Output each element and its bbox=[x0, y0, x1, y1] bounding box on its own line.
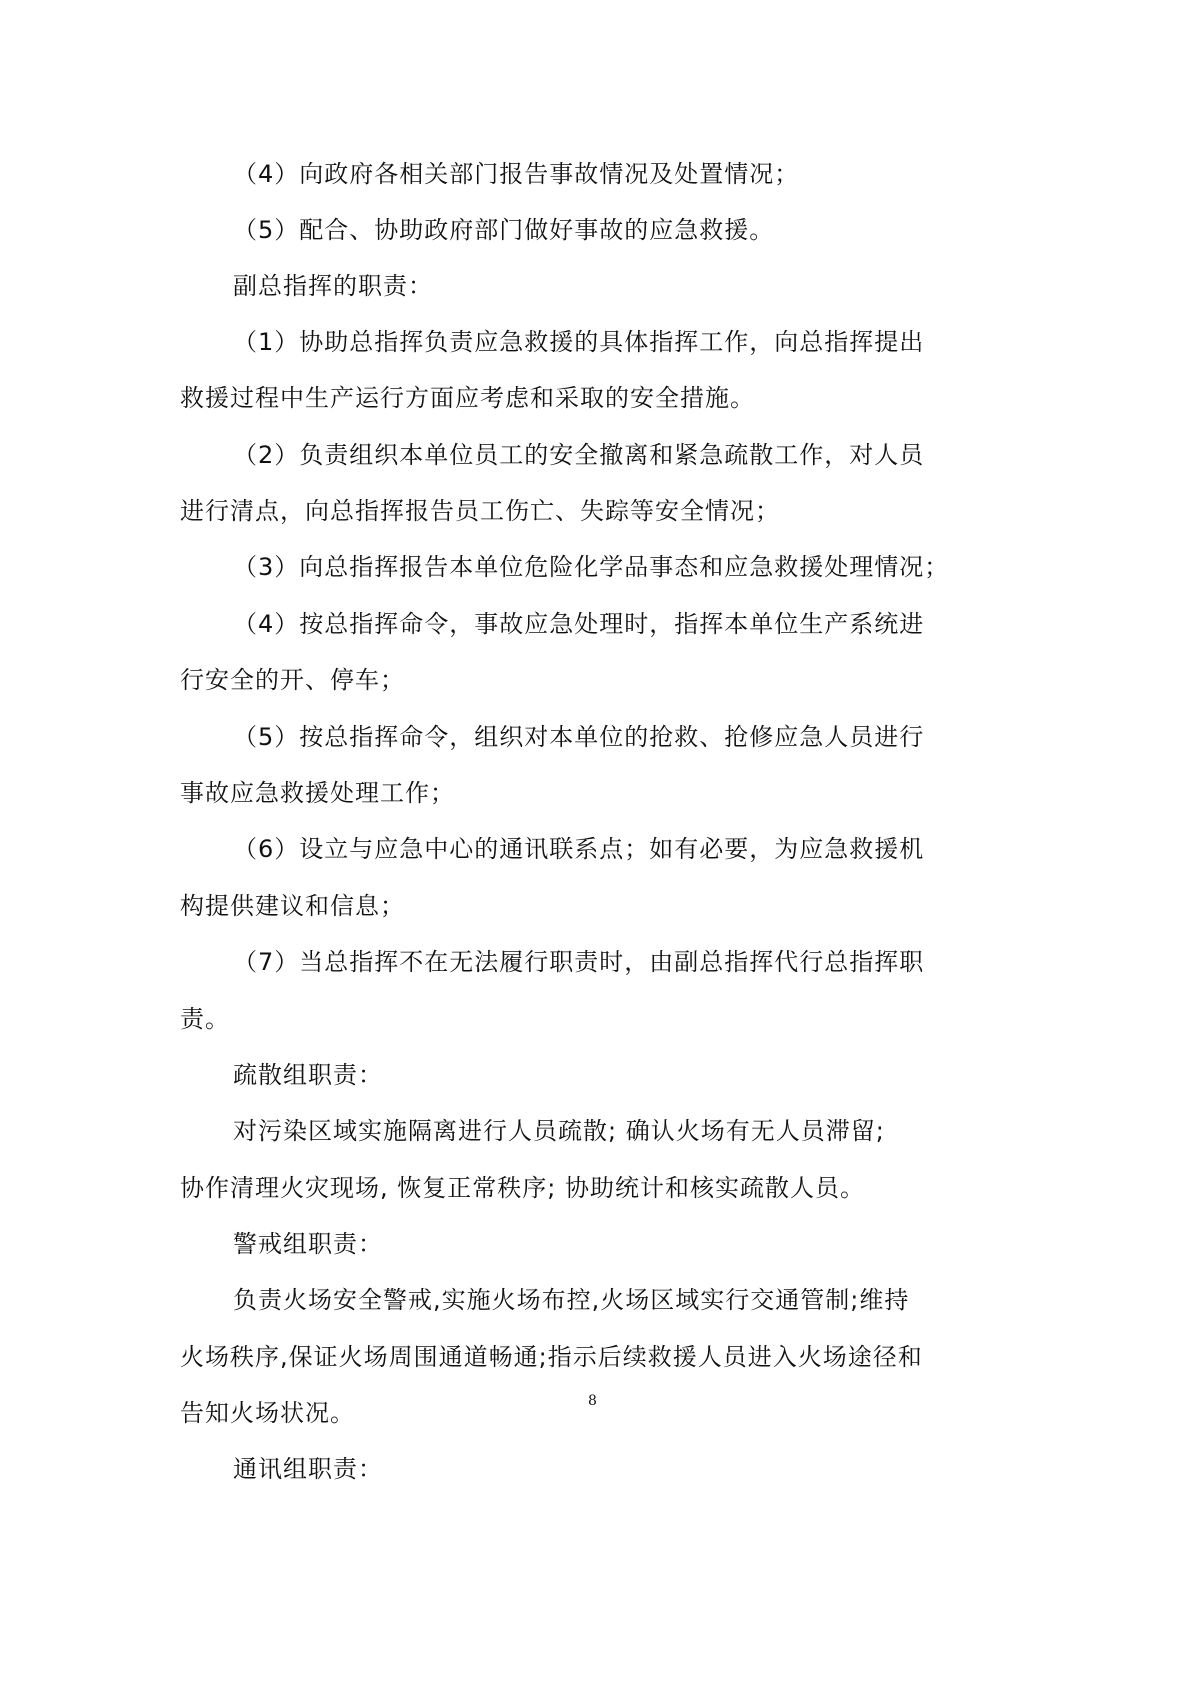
page-number: 8 bbox=[588, 1393, 597, 1409]
line-gov-cooperate: （5）配合、协助政府部门做好事故的应急救援。 bbox=[233, 216, 775, 244]
line-deputy-duty-3: （3）向总指挥报告本单位危险化学品事态和应急救援处理情况； bbox=[233, 553, 950, 581]
line-evacuation-duty-cont: 协作清理火灾现场, 恢复正常秩序; 协助统计和核实疏散人员。 bbox=[180, 1174, 865, 1202]
line-deputy-duty-7-cont: 责。 bbox=[180, 1005, 230, 1033]
line-deputy-duty-5: （5）按总指挥命令，组织对本单位的抢救、抢修应急人员进行 bbox=[233, 723, 925, 751]
line-deputy-duty-4: （4）按总指挥命令，事故应急处理时，指挥本单位生产系统进 bbox=[233, 610, 925, 638]
heading-communication-group-duties: 通讯组职责： bbox=[233, 1455, 383, 1483]
line-deputy-duty-6-cont: 构提供建议和信息； bbox=[180, 892, 405, 920]
line-deputy-duty-2: （2）负责组织本单位员工的安全撤离和紧急疏散工作，对人员 bbox=[233, 441, 925, 469]
line-security-duty: 负责火场安全警戒,实施火场布控,火场区域实行交通管制;维持 bbox=[233, 1286, 910, 1314]
line-deputy-duty-6: （6）设立与应急中心的通讯联系点；如有必要，为应急救援机 bbox=[233, 835, 925, 863]
line-deputy-duty-1-cont: 救援过程中生产运行方面应考虑和采取的安全措施。 bbox=[180, 384, 755, 412]
line-evacuation-duty: 对污染区域实施隔离进行人员疏散; 确认火场有无人员滞留; bbox=[233, 1117, 885, 1145]
line-deputy-duty-1: （1）协助总指挥负责应急救援的具体指挥工作，向总指挥提出 bbox=[233, 328, 925, 356]
line-deputy-duty-7: （7）当总指挥不在无法履行职责时，由副总指挥代行总指挥职 bbox=[233, 948, 925, 976]
line-deputy-duty-5-cont: 事故应急救援处理工作； bbox=[180, 779, 455, 807]
heading-security-group-duties: 警戒组职责： bbox=[233, 1230, 383, 1258]
line-gov-report: （4）向政府各相关部门报告事故情况及处置情况； bbox=[233, 160, 800, 188]
heading-evacuation-group-duties: 疏散组职责： bbox=[233, 1061, 383, 1089]
line-security-duty-cont: 火场秩序,保证火场周围通道畅通;指示后续救援人员进入火场途径和 bbox=[180, 1343, 923, 1371]
heading-deputy-commander-duties: 副总指挥的职责： bbox=[233, 272, 433, 300]
line-deputy-duty-2-cont: 进行清点，向总指挥报告员工伤亡、失踪等安全情况； bbox=[180, 497, 780, 525]
line-security-duty-end: 告知火场状况。 bbox=[180, 1399, 355, 1427]
line-deputy-duty-4-cont: 行安全的开、停车； bbox=[180, 666, 405, 694]
